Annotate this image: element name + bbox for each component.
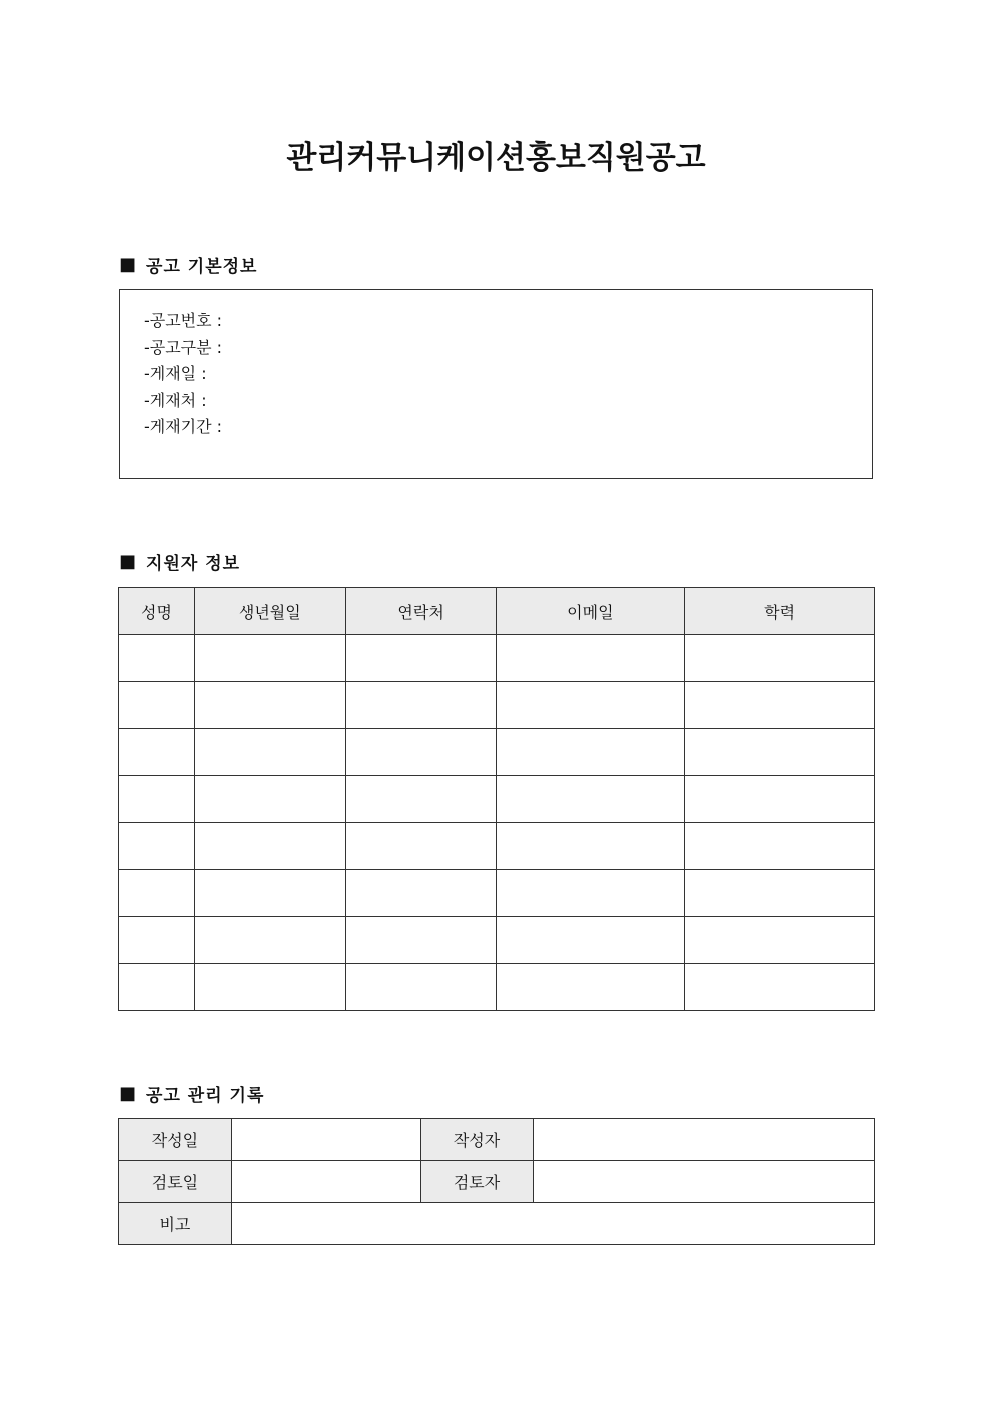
table-cell[interactable] (685, 729, 875, 776)
table-cell[interactable] (194, 635, 345, 682)
table-cell[interactable] (496, 635, 685, 682)
table-row (119, 870, 875, 917)
table-cell[interactable] (345, 776, 496, 823)
table-cell[interactable] (496, 964, 685, 1011)
record-table (118, 1118, 875, 1245)
column-header-email: 이메일 (496, 588, 685, 635)
column-header-education: 학력 (685, 588, 875, 635)
table-row (119, 635, 875, 682)
value-created-date[interactable] (231, 1119, 420, 1161)
column-header-name: 성명 (119, 588, 195, 635)
value-author[interactable] (534, 1119, 875, 1161)
square-bullet-icon: ■ (119, 253, 137, 275)
table-row (119, 1161, 875, 1203)
table-row (119, 1119, 875, 1161)
table-cell[interactable] (345, 823, 496, 870)
table-cell[interactable] (194, 823, 345, 870)
value-review-date[interactable] (231, 1161, 420, 1203)
section-heading-text: 공고 기본정보 (146, 256, 258, 277)
column-header-contact: 연락처 (345, 588, 496, 635)
table-cell[interactable] (119, 682, 195, 729)
section-heading-record (119, 1081, 264, 1105)
table-row (119, 917, 875, 964)
table-row (119, 729, 875, 776)
basic-info-box (119, 289, 873, 479)
table-cell[interactable] (685, 870, 875, 917)
table-cell[interactable] (119, 823, 195, 870)
table-cell[interactable] (496, 682, 685, 729)
table-row (119, 1203, 875, 1245)
table-cell[interactable] (685, 823, 875, 870)
table-cell[interactable] (194, 917, 345, 964)
table-cell[interactable] (685, 682, 875, 729)
table-cell[interactable] (496, 823, 685, 870)
field-announcement-type: -공고구분 : (144, 337, 223, 357)
table-cell[interactable] (119, 635, 195, 682)
table-cell[interactable] (345, 870, 496, 917)
section-heading-text: 지원자 정보 (146, 553, 241, 574)
column-header-birthdate: 생년월일 (194, 588, 345, 635)
field-posting-period: -게재기간 : (144, 417, 223, 436)
table-cell[interactable] (119, 870, 195, 917)
table-cell[interactable] (194, 729, 345, 776)
section-heading-basic (119, 252, 257, 276)
table-cell[interactable] (119, 776, 195, 823)
value-note[interactable] (231, 1203, 874, 1245)
square-bullet-icon: ■ (119, 1082, 137, 1104)
square-bullet-icon: ■ (119, 550, 137, 572)
table-cell[interactable] (119, 964, 195, 1011)
table-cell[interactable] (496, 870, 685, 917)
table-row (119, 964, 875, 1011)
table-cell[interactable] (496, 729, 685, 776)
table-cell[interactable] (194, 870, 345, 917)
label-reviewer: 검토자 (420, 1161, 534, 1203)
table-cell[interactable] (345, 917, 496, 964)
table-cell[interactable] (685, 964, 875, 1011)
table-row (119, 776, 875, 823)
table-cell[interactable] (685, 635, 875, 682)
table-cell[interactable] (685, 776, 875, 823)
label-author: 작성자 (420, 1119, 534, 1161)
section-heading-text: 공고 관리 기록 (146, 1085, 265, 1106)
table-cell[interactable] (685, 917, 875, 964)
table-cell[interactable] (119, 917, 195, 964)
label-created-date: 작성일 (119, 1119, 232, 1161)
table-cell[interactable] (119, 729, 195, 776)
table-cell[interactable] (194, 776, 345, 823)
table-cell[interactable] (345, 682, 496, 729)
table-cell[interactable] (194, 682, 345, 729)
table-cell[interactable] (345, 964, 496, 1011)
label-review-date: 검토일 (119, 1161, 232, 1203)
field-announcement-number: -공고번호 : (144, 311, 223, 330)
table-row (119, 682, 875, 729)
section-heading-applicant (119, 549, 240, 573)
label-note: 비고 (119, 1203, 232, 1245)
basic-info-list (120, 290, 872, 441)
page-title: 관리커뮤니케이션홍보직원공고 (286, 140, 706, 176)
field-posting-date: -게재일 : (144, 364, 207, 383)
table-row (119, 823, 875, 870)
field-posting-venue: -게재처 : (144, 390, 207, 410)
table-cell[interactable] (496, 917, 685, 964)
table-cell[interactable] (194, 964, 345, 1011)
table-cell[interactable] (496, 776, 685, 823)
table-cell[interactable] (345, 729, 496, 776)
table-cell[interactable] (345, 635, 496, 682)
applicant-table (118, 587, 875, 1011)
table-header-row (119, 588, 875, 635)
value-reviewer[interactable] (534, 1161, 875, 1203)
